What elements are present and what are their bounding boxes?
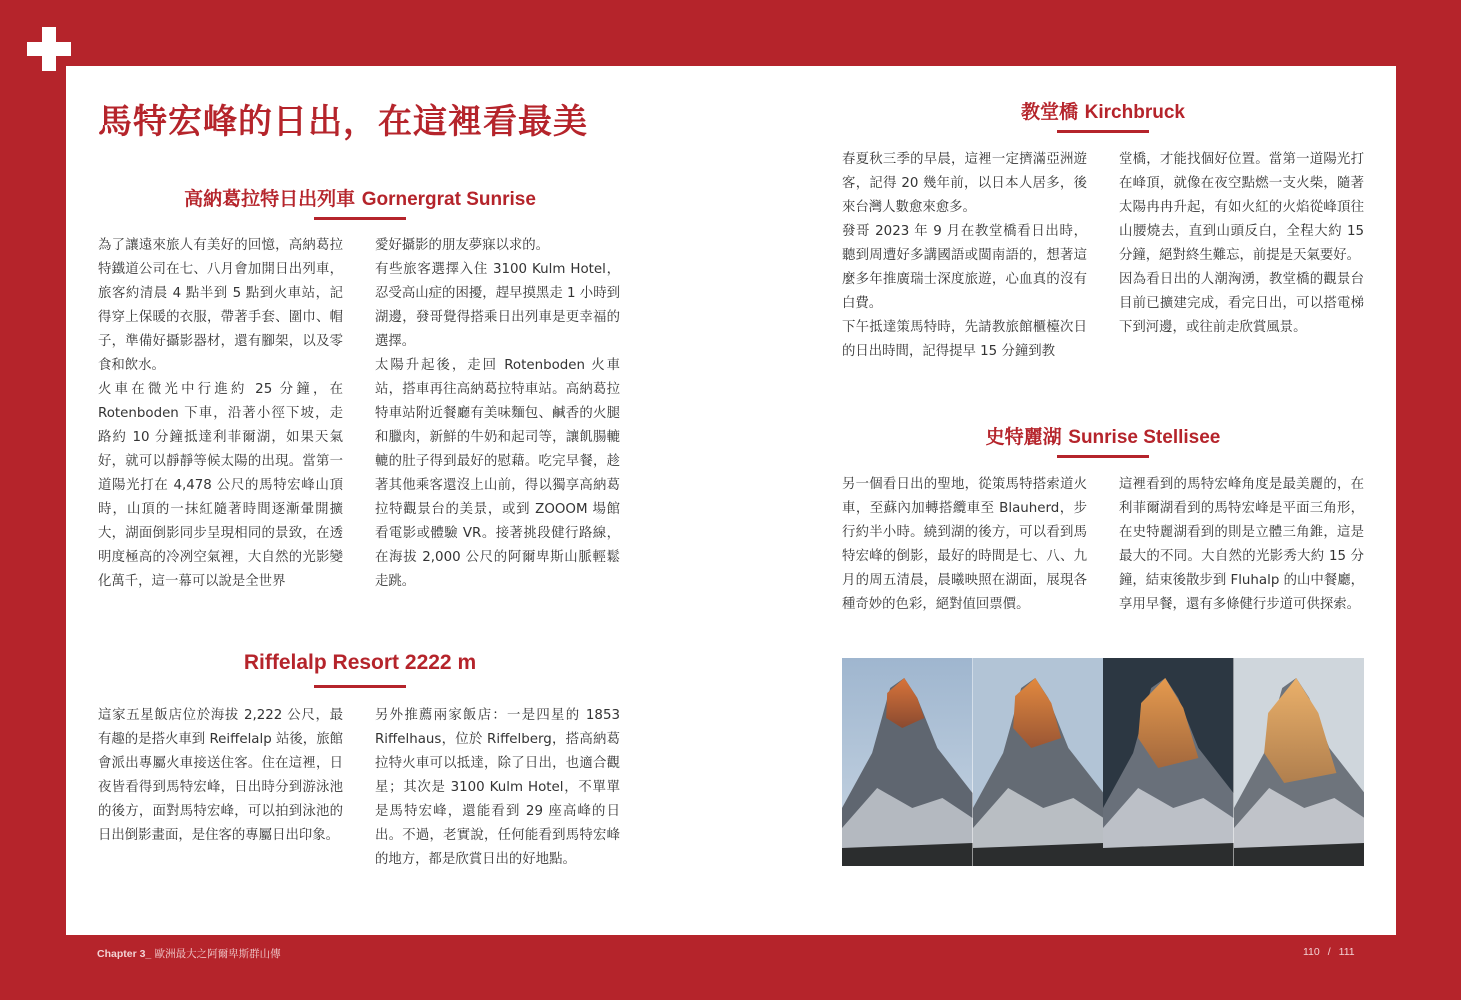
page-number-right: 111	[1338, 946, 1355, 958]
paragraph: 有些旅客選擇入住 3100 Kulm Hotel，忍受高山症的困擾，趕早摸黑走 1 小時到湖邊，發哥覺得搭乘日出列車是更幸福的選擇。	[375, 262, 620, 349]
paragraph: 另外推薦兩家飯店：一是四星的 1853 Riffelhaus，位於 Riffelberg，搭高納葛拉特火車可以抵達，除了日出，也適合觀星；其次是 3100 Kulm Hotel，不單單是馬特宏峰，還能看到 29 座高峰的日出。不過，老實說，任何能看到馬特宏峰的地方，都是欣賞日出的好地點。	[375, 708, 620, 867]
riffelalp-column-2	[375, 704, 620, 872]
paragraph: 愛好攝影的朋友夢寐以求的。	[375, 238, 550, 253]
stellisee-heading	[842, 422, 1364, 449]
kirchbruck-heading-en: Kirchbruck	[1084, 102, 1185, 123]
paragraph: 這裡看到的馬特宏峰角度是最美麗的，在利菲爾湖看到的馬特宏峰是平面三角形，在史特麗湖看到的則是立體三角錐，這是最大的不同。大自然的光影秀大約 15 分鐘，結束後散步到 Fluhalp 的山中餐廳，享用早餐，還有多條健行步道可供探索。	[1119, 477, 1364, 612]
kirchbruck-column-2	[1119, 148, 1364, 340]
gornergrat-heading	[134, 184, 586, 211]
kirchbruck-heading	[842, 97, 1364, 124]
kirchbruck-heading-cn: 教堂橋	[1021, 101, 1079, 123]
paragraph: 下午抵達策馬特時，先請教旅館櫃檯次日的日出時間，記得提早 15 分鐘到教	[842, 320, 1087, 359]
paragraph: 春夏秋三季的早晨，這裡一定擠滿亞洲遊客，記得 20 幾年前，以日本人居多，後來台灣人數愈來愈多。	[842, 152, 1087, 215]
matterhorn-sunrise-photo-strip	[842, 658, 1364, 866]
paragraph: 太陽升起後，走回 Rotenboden 火車站，搭車再往高納葛拉特車站。高納葛拉特車站附近餐廳有美味麵包、鹹香的火腿和臘肉，新鮮的牛奶和起司等，讓飢腸轆轆的肚子得到最好的慰藉。吃完早餐，趁著其他乘客還沒上山前，得以獨享高納葛拉特觀景台的美景，或到 ZOOOM 場館看電影或體驗 VR。接著挑段健行路線，在海拔 2,000 公尺的阿爾卑斯山脈輕鬆走跳。	[375, 358, 620, 589]
riffelalp-column-1	[98, 704, 343, 848]
paragraph: 另一個看日出的聖地，從策馬特搭索道火車，至蘇內加轉搭纜車至 Blauherd，步行約半小時。繞到湖的後方，可以看到馬特宏峰的倒影，最好的時間是七、八、九月的周五清晨，晨曦映照在湖面，展現各種奇妙的色彩，絕對值回票價。	[842, 477, 1087, 612]
paragraph: 因為看日出的人潮洶湧，教堂橋的觀景台目前已擴建完成，看完日出，可以搭電梯下到河邊，或往前走欣賞風景。	[1119, 272, 1364, 335]
page-number-left: 110	[1303, 946, 1320, 958]
stellisee-heading-cn: 史特麗湖	[985, 426, 1062, 448]
chapter-title: 歐洲最大之阿爾卑斯群山傳	[154, 948, 281, 960]
matterhorn-photo-3	[1103, 658, 1234, 866]
stellisee-underline	[1057, 455, 1149, 458]
matterhorn-photo-4	[1234, 658, 1365, 866]
stellisee-heading-en: Sunrise Stellisee	[1068, 427, 1221, 448]
gornergrat-heading-en: Gornergrat Sunrise	[361, 189, 536, 210]
paragraph: 火車在微光中行進約 25 分鐘，在 Rotenboden 下車，沿著小徑下坡，走路約 10 分鐘抵達利菲爾湖，如果天氣好，就可以靜靜等候太陽的出現。當第一道陽光打在 4,478 公尺的馬特宏峰山頂時，山頂的一抹紅隨著時間逐漸暈開擴大，湖面倒影同步呈現相同的景致，在透明度極高的冷冽空氣裡，大自然的光影變化萬千，這一幕可以說是全世界	[98, 382, 343, 589]
footer-chapter	[97, 946, 281, 961]
spread-page	[66, 66, 1396, 935]
gornergrat-underline	[314, 217, 406, 220]
stellisee-column-2	[1119, 473, 1364, 617]
paragraph: 為了讓遠來旅人有美好的回憶，高納葛拉特鐵道公司在七、八月會加開日出列車，旅客約清晨 4 點半到 5 點到火車站，記得穿上保暖的衣服，帶著手套、圍巾、帽子，準備好攝影器材，還有腳架，以及零食和飲水。	[98, 238, 343, 373]
gornergrat-heading-cn: 高納葛拉特日出列車	[184, 188, 356, 210]
page-number-separator: /	[1327, 946, 1331, 958]
riffelalp-heading: Riffelalp Resort 2222 m	[243, 651, 477, 674]
stellisee-column-1	[842, 473, 1087, 617]
gornergrat-column-2	[375, 234, 620, 594]
paragraph: 發哥 2023 年 9 月在教堂橋看日出時，聽到周遭好多講國語或閩南語的，想著這麼多年推廣瑞士深度旅遊，心血真的沒有白費。	[842, 224, 1087, 311]
footer-page-numbers	[1303, 946, 1355, 958]
page-title: 馬特宏峰的日出，在這裡看最美	[98, 102, 588, 142]
paragraph: 堂橋，才能找個好位置。當第一道陽光打在峰頂，就像在夜空點燃一支火柴，隨著太陽冉冉升起，有如火紅的火焰從峰頂往山腰燒去，直到山頭反白，全程大約 15 分鐘，絕對終生難忘，前提是天氣要好。	[1119, 152, 1364, 263]
matterhorn-photo-1	[842, 658, 973, 866]
matterhorn-photo-2	[973, 658, 1104, 866]
riffelalp-underline	[314, 685, 406, 688]
paragraph: 這家五星飯店位於海拔 2,222 公尺，最有趣的是搭火車到 Reiffelalp 站後，旅館會派出專屬火車接送住客。住在這裡，日夜皆看得到馬特宏峰，日出時分到游泳池的後方，面對馬特宏峰，可以拍到泳池的日出倒影畫面，是住客的專屬日出印象。	[98, 708, 343, 843]
swiss-cross-icon	[27, 27, 71, 71]
kirchbruck-column-1	[842, 148, 1087, 364]
gornergrat-column-1	[98, 234, 343, 594]
chapter-label: Chapter 3_	[97, 948, 152, 960]
kirchbruck-underline	[1057, 130, 1149, 133]
